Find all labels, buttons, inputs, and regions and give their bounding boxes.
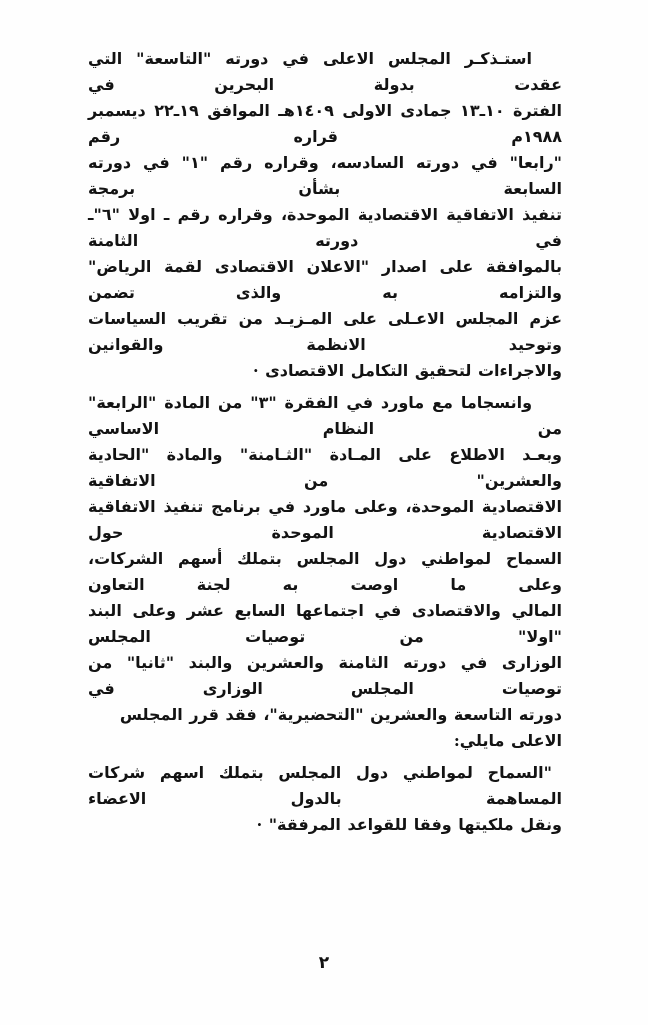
- paragraph: [88, 46, 562, 384]
- text-line: "السماح لمواطني دول المجلس بتملك اسهم شركات المساهمة بالدول الاعضاء: [88, 763, 562, 808]
- text-line: المالي والاقتصادى في اجتماعها السابع عشر وعلى البند "اولا" من توصيات المجلس: [88, 601, 562, 646]
- text-line: الوزارى في دورته الثامنة والعشرين والبند "ثانيا" من توصيات المجلس الوزارى في: [88, 653, 562, 698]
- text-line: وبعـد الاطلاع على المـادة "الثـامنة" والمادة "الحادية والعشرين" من الاتفاقية: [88, 445, 562, 490]
- text-line: وانسجاما مع ماورد في الفقرة "٣" من المادة "الرابعة" من النظام الاساسي: [88, 393, 562, 438]
- text-line: السماح لمواطني دول المجلس بتملك أسهم الشركات، وعلى ما اوصت به لجنة التعاون: [88, 549, 562, 594]
- text-line: الفترة ١٠ـ١٣ جمادى الاولى ١٤٠٩هـ الموافق ١٩ـ٢٢ ديسمبر ١٩٨٨م قراره رقم: [88, 101, 562, 146]
- text-line: ونقل ملكيتها وفقا للقواعد المرفقة" ·: [256, 815, 562, 834]
- text-line: بالموافقة على اصدار "الاعلان الاقتصادى لقمة الرياض" والتزامه به والذى تضمن: [88, 257, 562, 302]
- page-number: ٢: [318, 953, 330, 973]
- text-line: والاجراءات لتحقيق التكامل الاقتصادى ·: [252, 361, 562, 380]
- paragraph: [88, 760, 562, 838]
- document-text: [88, 46, 562, 844]
- text-line: دورته التاسعة والعشرين "التحضيرية"، فقد قرر المجلس الاعلى مايلي:: [119, 705, 562, 750]
- paragraph: [88, 390, 562, 754]
- text-line: عزم المجلس الاعـلى على المـزيـد من تقريب السياسات وتوحيد الانظمة والقوانين: [88, 309, 562, 354]
- text-line: "رابعا" في دورته السادسه، وقراره رقم "١" في دورته السابعة بشأن برمجة: [88, 153, 563, 198]
- text-line: الاقتصادية الموحدة، وعلى ماورد في برنامج تنفيذ الاتفاقية الاقتصادية الموحدة حول: [88, 497, 563, 542]
- text-line: تنفيذ الاتفاقية الاقتصادية الموحدة، وقراره رقم ـ اولا "٦"ـ في دورته الثامنة: [88, 205, 562, 250]
- text-line: استـذكـر المجلس الاعلى في دورته "التاسعة" التي عقدت بدولة البحرين في: [88, 49, 562, 94]
